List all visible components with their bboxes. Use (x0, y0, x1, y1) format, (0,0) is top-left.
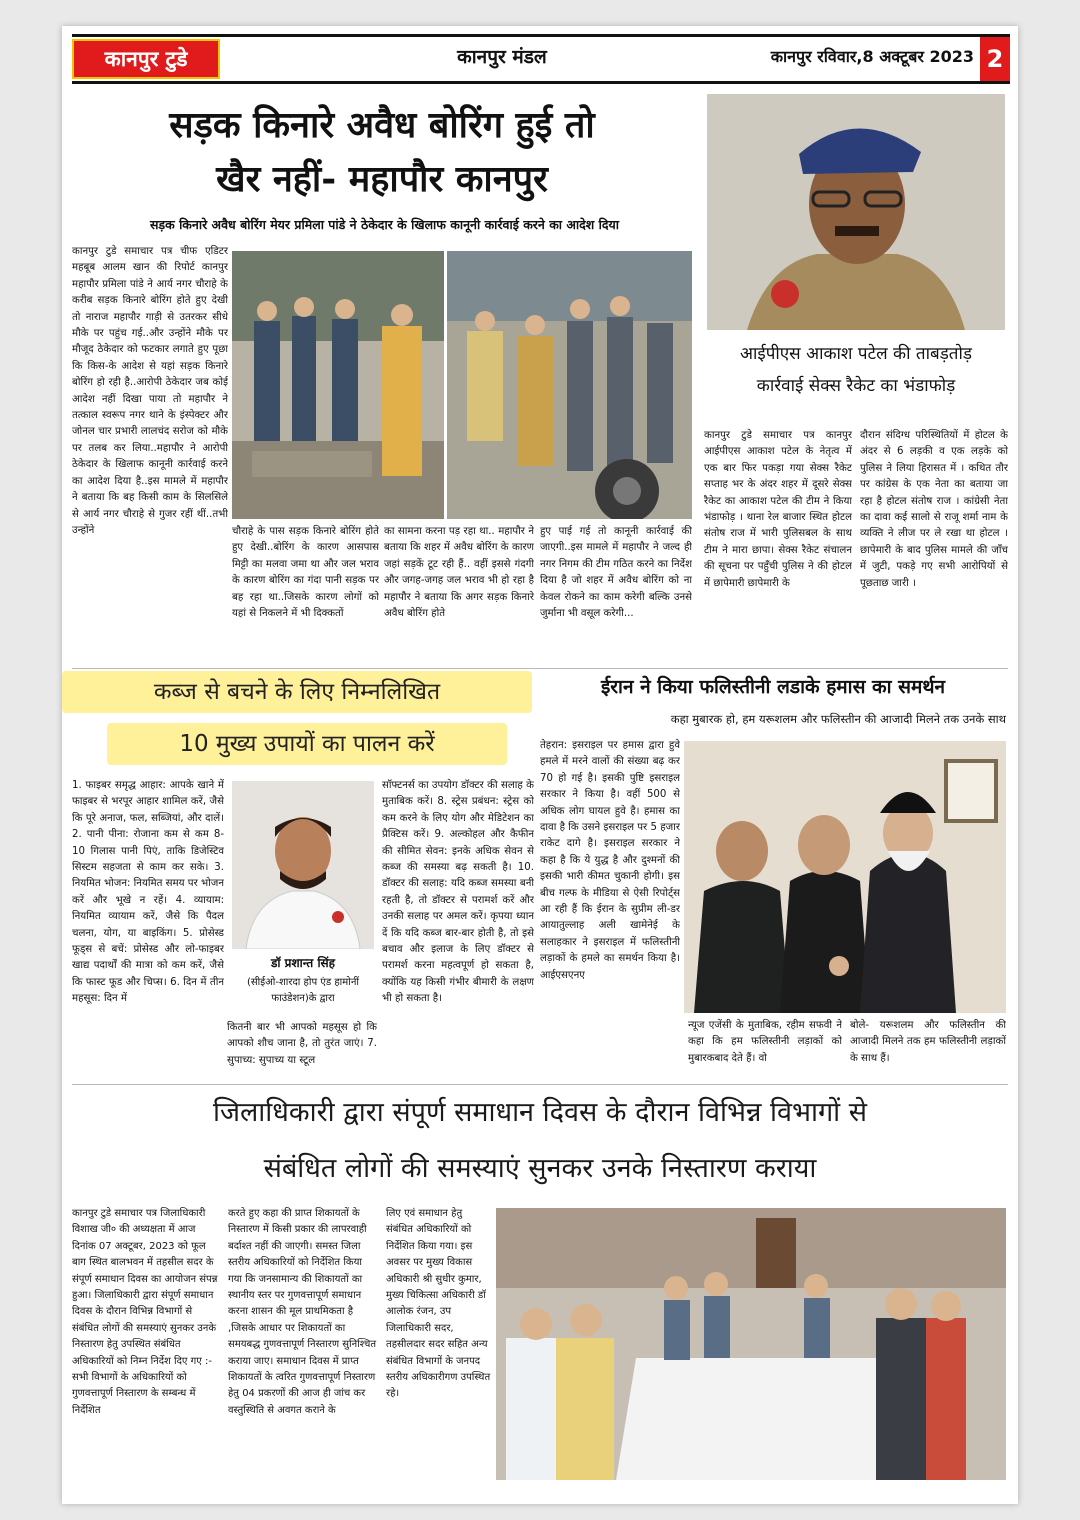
row-divider (72, 1084, 1008, 1085)
story1-subhead: सड़क किनारे अवैध बोरिंग मेयर प्रमिला पांडे ने ठेकेदार के खिलाफ कानूनी कार्रवाई करने का आदेश दिया (149, 217, 620, 232)
story5-col3: लिए एवं समाधान हेतु संबंधित अधिकारियों को निर्देशित किया गया। इस अवसर पर मुख्य विकास अधिकारी श्री सुधीर कुमार, मुख्य चिकित्सा अधिकारी डॉ आलोक रंजन, उप जिलाधिकारी सदर, तहसीलदार सदर सहित अन्य संबंधित विभागों के जनपद स्तरीय अधिकारीगण उपस्थित रहे। (386, 1208, 491, 1400)
story1-col2: चौराहे के पास सड़क किनारे बोरिंग होते हुए देखी..बोरिंग के कारण आसपास मिट्टी का मलवा जमा था और जल भराव के कारण बोरिंग का गंदा पानी सड़क पर बह रहा था..जिसके कारण लोगों को यहां से निकलने में भी दिक्कतों (232, 526, 379, 620)
story1-headline: सड़क किनारे अवैध बोरिंग हुई तो खैर नहीं- महापौर कानपुर (169, 104, 595, 200)
doctor-photo (232, 781, 374, 949)
iran-meeting-photo (684, 741, 1006, 1013)
story3-headline-line2: 10 मुख्य उपायों का पालन करें (179, 731, 435, 757)
newspaper-page (62, 26, 1018, 1504)
brand-logo: कानपुर टुडे (72, 39, 220, 79)
page-number: 2 (980, 37, 1010, 81)
doctor-name: डॉ प्रशान्त सिंह (270, 956, 336, 970)
story5-headline-line1: जिलाधिकारी द्वारा संपूर्ण समाधान दिवस के दौरान विभिन्न विभागों से (212, 1097, 868, 1128)
story3-headline-line1: कब्ज से बचने के लिए निम्नलिखित (153, 679, 441, 705)
story4-subhead: कहा मुबारक हो, हम यरूशलम और फलिस्तीन की आजादी मिलने तक उनके साथ (670, 712, 1006, 726)
story1-col1: कानपुर टुडे समाचार पत्र चीफ एडिटर महबूब आलम खान की रिपोर्ट कानपुर महापौर प्रमिला पांडे ने आर्य नगर चौराहे के करीब सड़क किनारे बोरिंग होते हुए देखी तो नाराज महापौर गाड़ी से उतरकर सीधे मौके पर पहुंच गई..और उन्होंने मौके पर मौजूद ठेकेदार को फटकार लगाते हुए पूछा कि किस-के आदेश से यहां सड़क किनारे बोरिंग हो रही है..आरोपी ठेकेदार जब कोई आदेश नहीं दिखा पाया तो महापौर ने तत्काल स्वरूप नगर थाने के इंस्पेक्टर और जोनल चार प्रभारी लालचंद सरोज को मौके पर तलब कर लिया..महापौर ने आरोपी ठेकेदार के खिलाफ कानूनी कार्रवाई करने का आदेश दिया है..इस मामले में महापौर ने बताया कि बह किसी काम के सिलसिले से आर्य नगर चौराहे से गुजर रहीं थीं..तभी उन्होंने (72, 246, 228, 536)
story4-col2: न्यूज एजेंसी के मुताबिक, रहीम सफवी ने कहा कि हम फलिस्तीनी लड़ाकों को मुबारकबाद देते हैं। वो (688, 1020, 842, 1064)
masthead (72, 34, 1010, 84)
story4-headline: ईरान ने किया फलिस्तीनी लडाके हमास का समर्थन (600, 676, 946, 698)
story3-col1: 1. फाइबर समृद्ध आहार: आपके खाने में फाइबर से भरपूर आहार शामिल करें, जैसे कि पूरे अनाज, फल, सब्जियां, और दालें। 2. पानी पीना: रोजाना कम से कम 8-10 गिलास पानी पिएं, ताकि डिजेस्टिव सिस्टम सहजता से काम कर सके। 3. नियमित भोजन: नियमित समय पर भोजन करें और भूखे न रहें। 4. व्यायाम: नियमित व्यायाम करें, जैसे कि पैदल चलना, योग, या बाइकिंग। 5. प्रोसेस्ड फूड्स से बचें: प्रोसेस्ड और लो-फाइबर खाद्य पदार्थों की मात्रा को कम करें, जैसे कि फास्ट फूड और चिप्स। 6. दिन में तीन महसूस: दिन में (72, 780, 224, 1005)
row-divider (72, 668, 1008, 669)
story1-col4: हुए पाई गई तो कानूनी कार्रवाई की जाएगी..इस मामले में महापौर ने जल्द ही नगर निगम की टीम गठित करने का निर्देश दिया है जो शहर में अवैध बोरिंग को ना केवल रोकने का काम करेगी बल्कि उनसे जुर्माना भी वसूल करेगी... (540, 526, 692, 620)
ips-officer-photo (707, 94, 1005, 330)
edition-date: कानपुर रविवार,8 अक्टूबर 2023 (770, 47, 974, 66)
story2-col2: दौरान संदिग्ध परिस्थितियों में होटल के अंदर से 6 लड़की व एक लड़के को पुलिस ने लिया हिरासत में । कथित तौर पर कांग्रेस के एक नेता का बताया जा रहा है होटल संतोष राज । कांग्रेसी नेता का दावा कई सालो से राजू शर्मा नाम के व्यक्ति ने लीज पर ले रखा था होटल । छापेमारी के बाद पुलिस मामले की जाँच में जुटी, पकड़े गए सभी आरोपियों से पूछताछ जारी । (860, 430, 1008, 589)
doctor-credit (227, 954, 379, 1007)
story4-col3: बोले- यरूशलम और फलिस्तीन की आजादी मिलने तक हम फलिस्तीनी लड़ाकों के साथ हैं। (850, 1020, 1006, 1064)
story5-headline-line2: संबंधित लोगों की समस्याएं सुनकर उनके निस्तारण कराया (263, 1153, 817, 1184)
story5-col1: कानपुर टुडे समाचार पत्र जिलाधिकारी विशाख जी० की अध्यक्षता में आज दिनांक 07 अक्टूबर, 2023 को फूल बाग स्थित बालभवन में तहसील सदर के संपूर्ण समाधान दिवस का आयोजन संपन्न हुआ। जिलाधिकारी द्वारा संपूर्ण समाधान दिवस के दौरान विभिन्न विभागों से संबंधित लोगों की समस्याएं सुनकर उनके निस्तारण हेतु उपस्थित संबंधित अधिकारियों को निम्न निर्देश दिए गए :- सभी विभागों के अधिकारियों को गुणवत्तापूर्ण निस्तारण के सम्बन्ध में निर्देशित (72, 1208, 218, 1416)
story2-col1: कानपुर टुडे समाचार पत्र कानपुर आईपीएस आकाश पटेल के नेतृत्व में एक बार फिर पकड़ा गया सेक्स रैकेट सप्ताह भर के अंदर शहर में दूसरे सेक्स रैकेट का आकाश पटेल की टीम ने किया भंडाफोड़ । थाना रेल बाजार स्थित होटल संतोष राज में भारी पुलिसबल के साथ टीम ने मारा छापा। सेक्स रैकेट संचालन की सूचना पर पहुँची पुलिस ने की होटल में छापेमारी छापेमारी के (704, 430, 852, 589)
doctor-title: (सीईओ-शारदा होप एंड हामोनीं फाउंडेशन)के द्वारा (247, 977, 359, 1004)
story1-col3: का सामना करना पड़ रहा था.. महापौर ने बताया कि शहर में अवैध बोरिंग के कारण जहां सड़कें टूट रही हैं.. वहीं इससे गंदगी और जगह-जगह जल भराव भी हो रहा है महापौर ने बताया कि अगर सड़क किनारे अवैध बोरिंग होते (384, 526, 534, 620)
story3-col2: कितनी बार भी आपको महसूस हो कि आपको शौच जाना है, तो तुरंत जाएं। 7. सुपाच्य: सुपाच्य या स्टूल (227, 1022, 377, 1066)
story4-col1: तेहरान: इसराइल पर हमास द्वारा हुवे हमले में मरने वालों की संख्या बढ़ कर 70 हो गई है। इसकी पुष्टि इसराइल सरकार ने किया है। वहीं 500 से अधिक लोग घायल हुवे है। हमास का दावा है कि उसने इसराइल पर 5 हजार राकेट दागे है। इसराइल सरकार ने कहा है कि ये युद्ध है और दुश्मनों की इसकी भारी कीमत चुकानी होगी। इस बीच गल्फ के मीडिया से ऐसी रिपोर्ट्स आ रही हैं कि ईरान के सुप्रीम ली-डर आयातुल्लाह अली खामेनेई के सलाहकार ने इसराइल में फलिस्तीनी लड़ाकों के हमले का समर्थन किया है। आईएसएनए (540, 740, 680, 981)
samadhan-diwas-photo (496, 1208, 1006, 1480)
mayor-inspection-photo-2 (447, 251, 692, 519)
story2-headline: आईपीएस आकाश पटेल की ताबड़तोड़ कार्रवाई सेक्स रैकेट का भंडाफोड़ (740, 344, 972, 396)
story5-col2: करते हुए कहा की प्राप्त शिकायतों के निस्तारण में किसी प्रकार की लापरवाही बर्दाश्त नहीं की जाएगी। समस्त जिला स्तरीय अधिकारियों को निर्देशित किया गया कि जनसामान्य की शिकायतों का स्थानीय स्तर पर गुणवत्तापूर्ण समाधान करना शासन की मूल प्राथमिकता है ,जिसके आधार पर शिकायतों का समयबद्ध गुणवत्तापूर्ण निस्तारण सुनिश्चित कराया जाए। समाधान दिवस में प्राप्त शिकायतों के त्वरित गुणवत्तापूर्ण निस्तारण हेतु 04 प्रकरणों की आज ही जांच कर वस्तुस्थिति से अवगत कराने के (228, 1208, 377, 1416)
section-title: कानपुर मंडल (457, 46, 547, 68)
story3-col3: सॉफ्टनर्स का उपयोग डॉक्टर की सलाह के मुताबिक करें। 8. स्ट्रेस प्रबंधन: स्ट्रेस को कम करने के लिए योग और मेडिटेशन का प्रैक्टिस करें। 9. अल्कोहल और कैफीन की सीमित सेवन: इनके अधिक सेवन से कब्ज की समस्या बढ़ सकती है। 10. डॉक्टर की सलाह: यदि कब्ज समस्या बनी रहती है, तो डॉक्टर से परामर्श करें और उनकी सलाह पर अमल करें। कृपया ध्यान दें कि यदि कब्ज बार-बार होती है, तो इसे बचाव और इलाज के लिए डॉक्टर से परामर्श करना महत्वपूर्ण हो सकता है, क्योंकि यह किसी गंभीर बीमारी के लक्षण भी हो सकता है। (382, 780, 534, 1005)
mayor-inspection-photo-1 (232, 251, 444, 519)
